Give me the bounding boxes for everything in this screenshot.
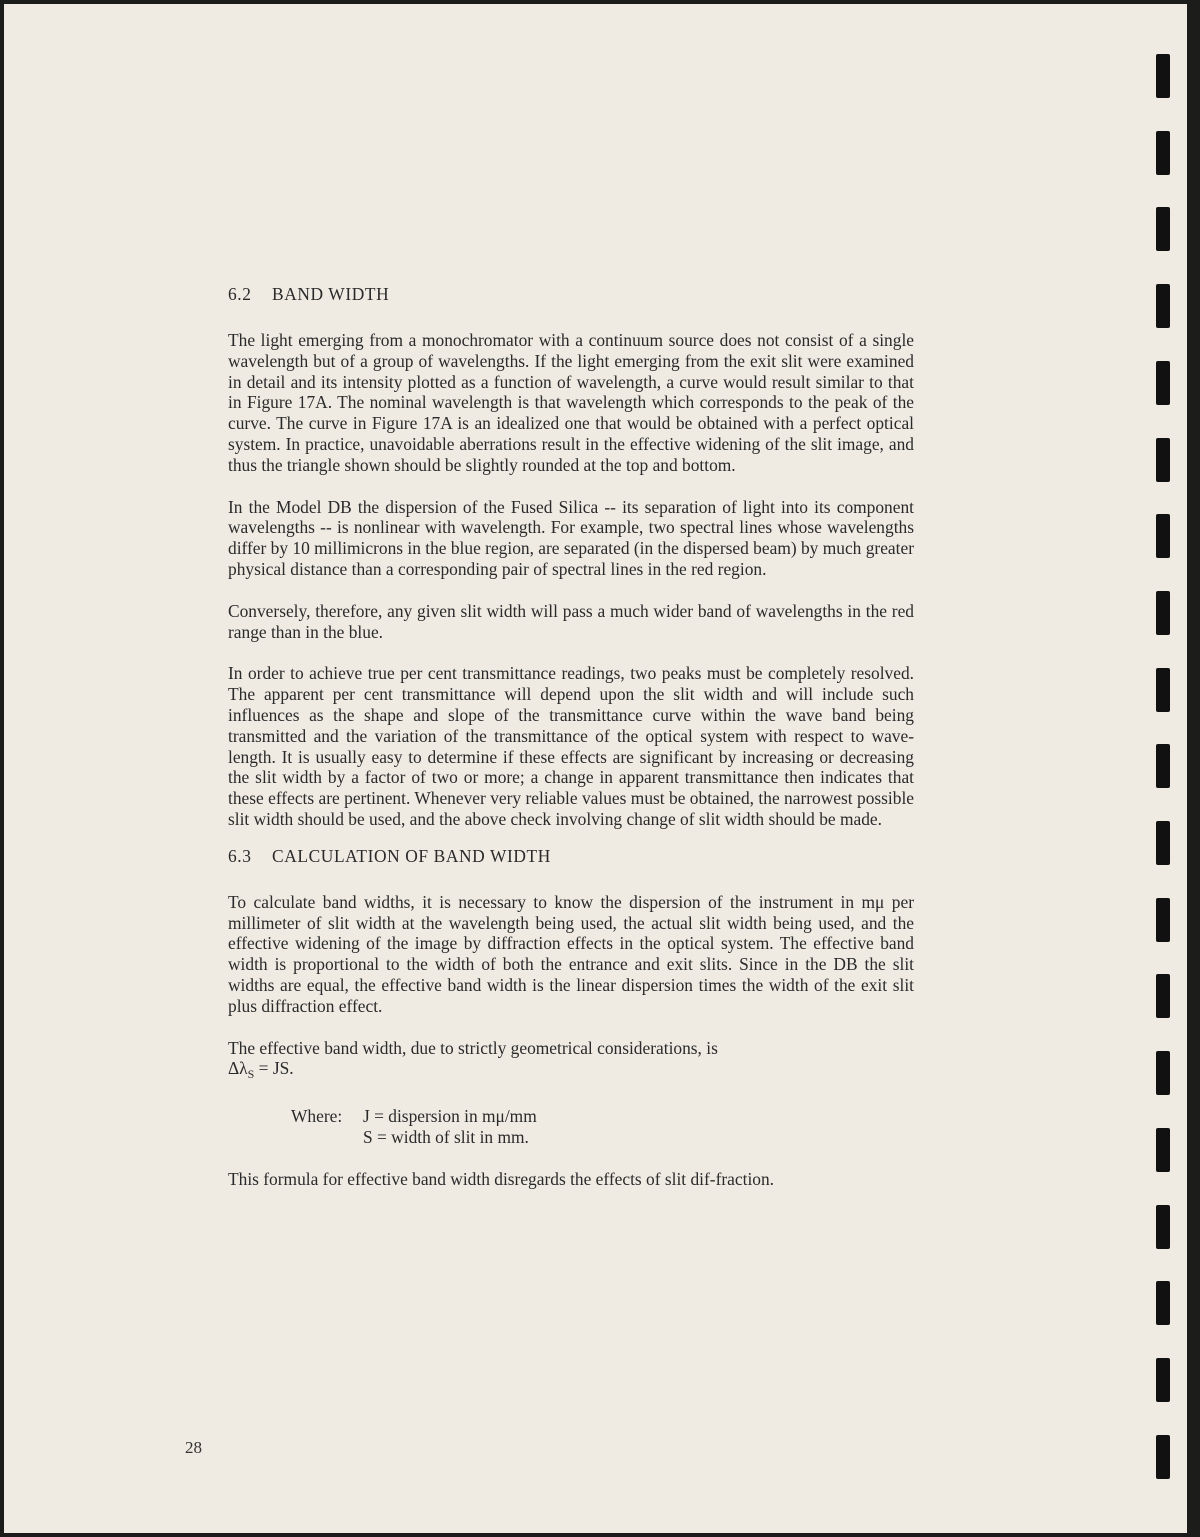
binding-hole <box>1156 1358 1170 1402</box>
formula-rhs: = JS. <box>254 1058 294 1079</box>
band-width-formula <box>228 1058 914 1085</box>
binding-hole <box>1156 668 1170 712</box>
binding-hole <box>1156 974 1170 1018</box>
binding-hole <box>1156 284 1170 328</box>
paragraph: The effective band width, due to strictly geometrical considerations, is <box>228 1037 718 1058</box>
binding-hole <box>1156 361 1170 405</box>
binding-hole <box>1156 207 1170 251</box>
binding-hole <box>1156 1051 1170 1095</box>
section-heading-6-2 <box>228 284 914 305</box>
where-block <box>291 1106 914 1148</box>
binding-hole <box>1156 54 1170 98</box>
binding-hole <box>1156 1281 1170 1325</box>
where-definition: S = width of slit in mm. <box>363 1126 529 1147</box>
section-title: CALCULATION OF BAND WIDTH <box>272 845 551 866</box>
page-content <box>228 284 914 1211</box>
section-heading-6-3 <box>228 846 914 867</box>
formula-lhs: Δλ <box>228 1058 248 1079</box>
binding-hole <box>1156 1435 1170 1479</box>
paragraph: In the Model DB the dispersion of the Fused Silica -- its separation of light into its component wavelengths -- is nonlinear with wavelength. For example, two spectral lines whose wavelengths differ by 10 millimicrons in the blue region, are separated (in the dispersed beam) by much greater physical distance than a corresponding pair of spectral lines in the red region. <box>228 496 914 579</box>
where-label: Where: <box>291 1106 343 1127</box>
paragraph: In order to achieve true per cent transmittance readings, two peaks must be completely resolved. The apparent per cent transmittance will depend upon the slit width and will include such influences as the shape and slope of the transmittance curve within the wave band being transmitted and the variation of the transmittance of the optical system with respect to wave-length. It is usually easy to determine if these effects are significant by increasing or decreasing the slit width by a factor of two or more; a change in apparent transmittance then indicates that these effects are pertinent. Whenever very reliable values must be obtained, the narrowest possible slit width should be used, and the above check involving change of slit width should be made. <box>228 663 914 829</box>
section-number: 6.3 <box>228 845 252 866</box>
section-number: 6.2 <box>228 284 252 304</box>
binding-hole <box>1156 898 1170 942</box>
binding-hole <box>1156 821 1170 865</box>
paragraph: The light emerging from a monochromator with a continuum source does not consist of a single wavelength but of a group of wavelengths. If the light emerging from the exit slit were examined in detail and its intensity plotted as a function of wavelength, a curve would result similar to that in Figure 17A. The nominal wavelength is that wavelength which corresponds to the peak of the curve. The curve in Figure 17A is an idealized one that would be obtained with a perfect optical system. In practice, unavoidable aberrations result in the effective widening of the slit image, and thus the triangle shown should be slightly rounded at the top and bottom. <box>228 330 914 475</box>
binding-hole <box>1156 744 1170 788</box>
binding-hole <box>1156 514 1170 558</box>
paragraph: This formula for effective band width disregards the effects of slit dif-fraction. <box>228 1168 775 1189</box>
section-title: BAND WIDTH <box>272 284 390 304</box>
binding-hole <box>1156 591 1170 635</box>
page-number: 28 <box>185 1438 202 1457</box>
binding-hole <box>1156 1128 1170 1172</box>
binding-hole <box>1156 131 1170 175</box>
document-page <box>4 4 1187 1533</box>
binding-hole <box>1156 438 1170 482</box>
paragraph: Conversely, therefore, any given slit width will pass a much wider band of wavelengths in the red range than in the blue. <box>228 600 914 642</box>
paragraph: To calculate band widths, it is necessary to know the dispersion of the instrument in mμ per millimeter of slit width at the wavelength being used, the actual slit width being used, and the effective widening of the image by diffraction effects in the optical system. The effective band width is proportional to the width of both the entrance and exit slits. Since in the DB the slit widths are equal, the effective band width is the linear dispersion times the width of the exit slit plus diffraction effect. <box>228 891 914 1016</box>
binding-hole <box>1156 1205 1170 1249</box>
where-definition: J = dispersion in mμ/mm <box>363 1106 537 1127</box>
formula-subscript: S <box>247 1067 255 1082</box>
